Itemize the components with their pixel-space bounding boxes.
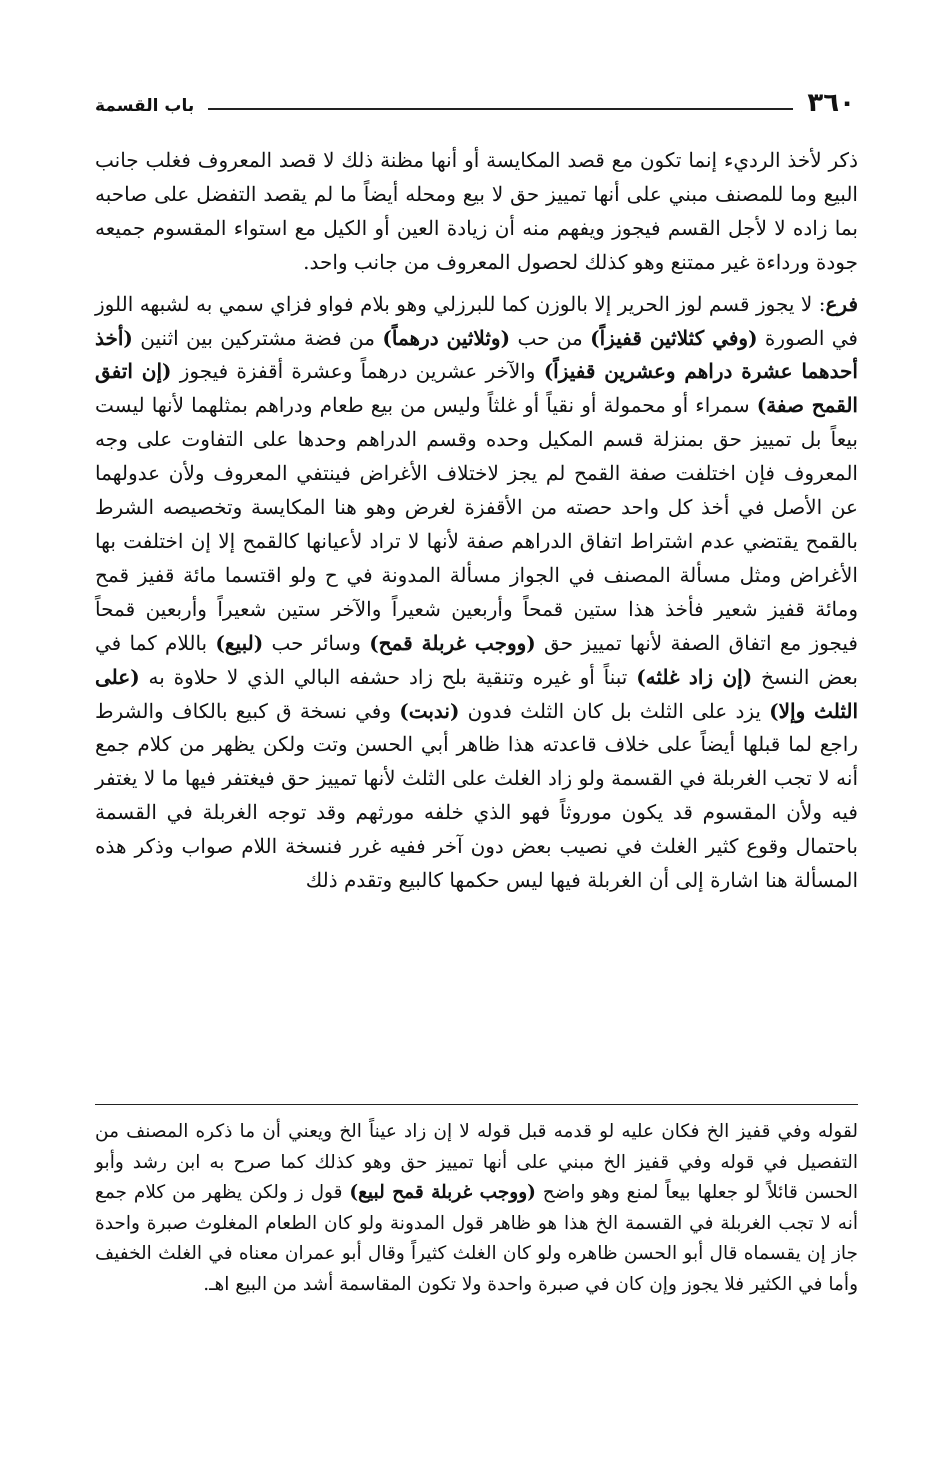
chapter-title: باب القسمة	[95, 96, 195, 116]
text-run: من حب	[510, 325, 591, 350]
text-run: لقوله وفي قفيز الخ فكان عليه لو قدمه قبل قوله لا إن زاد عيناً الخ ويعني أن ما ذكره المصنف من التفصيل في قوله وفي قفيز الخ مبني على أنها تمييز حق وهو كذلك كما صرح به ابن رشد وأبو الحسن قائلاً لو جعلها بيعاً لمنع وهو واضح	[95, 1121, 858, 1203]
matn-quote: (ووجب غربلة قمح)	[369, 630, 536, 655]
text-run: وسائر حب	[263, 630, 370, 655]
text-run: قول ز ولكن يظهر من كلام جمع أنه لا تجب الغربلة في القسمة الخ هذا هو ظاهر قول المدونة ولو كان الطعام المغلوث صبرة واحدة جاز إن يقسماه قال أبو الحسن ظاهره ولو كان الغلث كثيراً وقال أبو عمران معناه في الغلث الخفيف وأما في الكثير فلا يجوز وإن كان في صبرة واحدة ولا تكون المقاسمة أشد من البيع اهـ.	[95, 1182, 858, 1295]
text-run: والآخر عشرين درهماً وعشرة أقفزة فيجوز	[171, 359, 544, 384]
section-label-far: فرع	[825, 291, 858, 316]
header-rule	[208, 108, 793, 110]
matn-quote: (إن زاد غلثه)	[636, 664, 753, 689]
text-run: باللام كما في بعض النسخ	[95, 630, 858, 689]
matn-quote: (لبيع)	[215, 630, 264, 655]
running-header	[95, 86, 855, 116]
footnote-text	[95, 1117, 858, 1300]
matn-quote: (إن اتفق القمح صفة)	[95, 359, 858, 418]
paragraph-1: ذكر لأخذ الرديء إنما تكون مع قصد المكايسة أو أنها مظنة ذلك لا قصد المعروف فغلب جانب البيع وما للمصنف مبني على أنها تمييز حق لا بيع ومحله أيضاً ما لم يقصد التفضل على صاحبه بما زاده لا لأجل القسم فيجوز ويفهم منه أن زيادة العين أو الكيل مع استواء المقسوم جميعه جودة ورداءة غير ممتنع وهو كذلك لحصول المعروف من جانب واحد.	[95, 148, 858, 274]
matn-quote: (ندبت)	[399, 698, 460, 723]
text-run: يزد على الثلث بل كان الثلث فدون	[459, 698, 770, 723]
page-number: ٣٦٠	[807, 88, 855, 118]
text-run: تبناً أو غيره وتنقية بلح زاد حشفه البالي الذي لا حلاوة به	[139, 664, 637, 689]
matn-quote: (وثلاثين درهماً)	[382, 325, 511, 350]
paragraph-2	[95, 288, 858, 898]
matn-quote: (أخذ أحدهما عشرة دراهم وعشرين قفيزاً)	[95, 325, 858, 384]
text-run: وفي نسخة ق كبيع بالكاف والشرط راجع لما قبلها أيضاً على خلاف قاعدته هذا ظاهر أبي الحسن وتت ولكن يظهر من كلام جمع أنه لا تجب الغربلة في القسمة ولو زاد الغلث على الثلث لأنها تمييز حق فيغتفر فيها ما لا يغتفر فيه ولأن المقسوم قد يكون موروثاً فهو الذي خلفه مورثهم وقد توجه الغربلة في القسمة باحتمال وقوع كثير الغلث في نصيب بعض دون آخر ففيه غرر فنسخة اللام صواب وذكر هذه المسألة هنا اشارة إلى أن الغربلة فيها ليس حكمها كالبيع وتقدم ذلك	[95, 698, 858, 893]
matn-quote: (ووجب غربلة قمح لبيع)	[349, 1182, 536, 1203]
matn-quote: (وفي كثلاثين قفيزاً)	[590, 325, 758, 350]
text-run: من فضة مشتركين بين اثنين	[132, 325, 383, 350]
main-text	[95, 144, 858, 898]
text-run: سمراء أو محمولة أو نقياً أو غلثاً وليس من بيع طعام ودراهم بمثلهما لأنها ليست بيعاً بل تمييز حق بمنزلة قسم المكيل وحده وقسم الدراهم وحدها على التفاوت على وجه المعروف فإن اختلفت صفة القمح لم يجز لاختلاف الأغراض فينتفي المعروف ولأن عدولهما عن الأصل في أخذ كل واحد حصته من الأقفزة لغرض وهو هنا المكايسة وتخصيصه الشرط بالقمح يقتضي عدم اشتراط اتفاق الدراهم صفة لأنها لا تراد لأعيانها كالقمح إلا إن اختلفت بها الأغراض ومثل مسألة المصنف في الجواز مسألة المدونة في ح ولو اقتسما مائة قفيز قمح ومائة قفيز شعير فأخذ هذا ستين قمحاً وأربعين شعيراً والآخر ستين شعيراً وأربعين قمحاً فيجوز مع اتفاق الصفة لأنها تمييز حق	[95, 393, 858, 655]
text-run: : لا يجوز قسم لوز الحرير إلا بالوزن كما للبرزلي وهو بلام فواو فزاي سمي به لشبهه اللوز في الصورة	[95, 291, 858, 350]
footnote-separator	[95, 1104, 858, 1105]
matn-quote: (على الثلث وإلا)	[95, 664, 858, 723]
